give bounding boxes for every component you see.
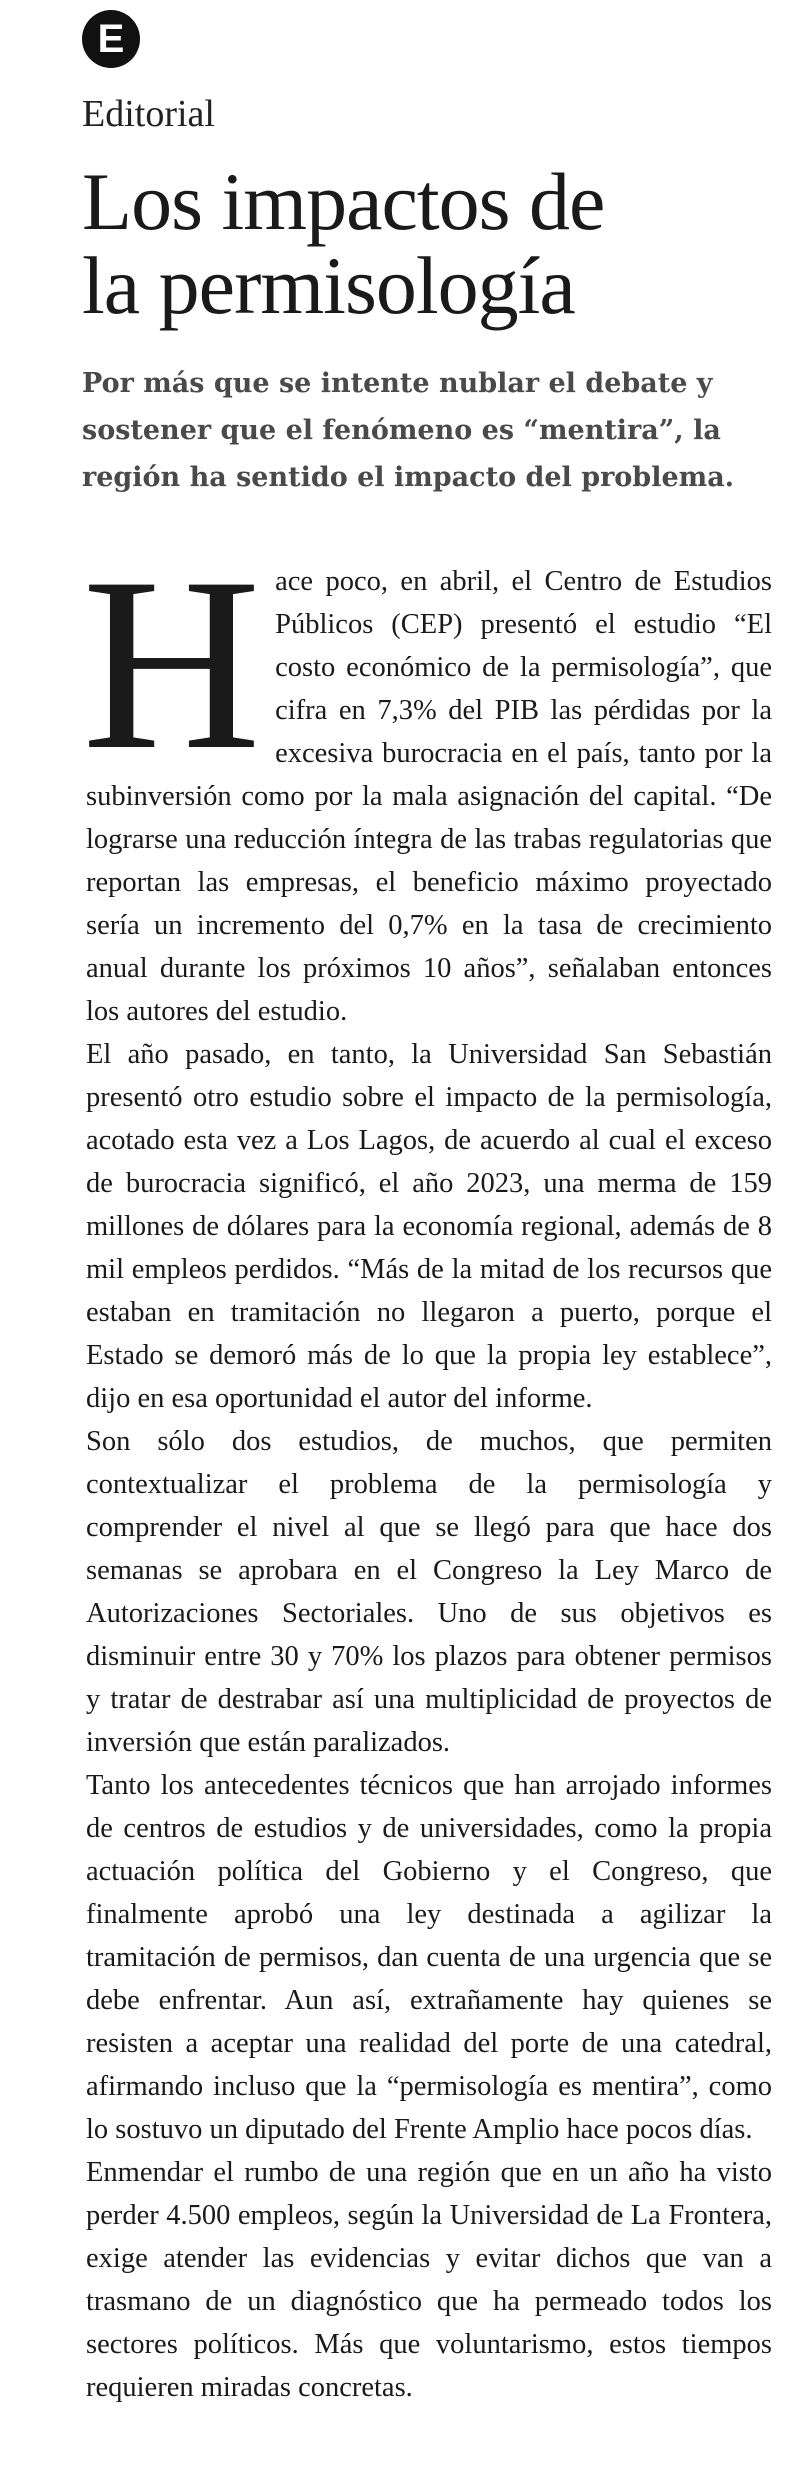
dek-subtitle: Por más que se intente nublar el debate y sostener que el fenómeno es “mentira”, la región ha sentido el impacto del problema. xyxy=(82,368,735,493)
paragraph-5: Enmendar el rumbo de una región que en un año ha visto perder 4.500 empleos, según la Universidad de La Frontera, exige atender las evidencias y evitar dichos que van a trasmano de un diagnóstico que ha permeado todos los sectores políticos. Más que voluntarismo, estos tiempos requieren miradas concretas. xyxy=(86,2157,772,2403)
article-body xyxy=(82,526,772,2409)
section-label: Editorial xyxy=(82,93,215,135)
paragraph-3: Son sólo dos estudios, de muchos, que permiten contextualizar el problema de la permisología y comprender el nivel al que se llegó para que hace dos semanas se aprobara en el Congreso la Ley Marco de Autorizaciones Sectoriales. Uno de sus objetivos es disminuir entre 30 y 70% los plazos para obtener permisos y tratar de destrabar así una multiplicidad de proyectos de inversión que están paralizados. xyxy=(86,1426,772,1758)
headline xyxy=(82,156,772,331)
headline-line-2: la permisología xyxy=(82,240,575,331)
drop-cap: H xyxy=(82,526,262,801)
paragraph-2: El año pasado, en tanto, la Universidad San Sebastián presentó otro estudio sobre el impacto de la permisología, acotado esta vez a Los Lagos, de acuerdo al cual el exceso de burocracia significó, el año 2023, una merma de 159 millones de dólares para la economía regional, además de 8 mil empleos perdidos. “Más de la mitad de los recursos que estaban en tramitación no llegaron a puerto, porque el Estado se demoró más de lo que la propia ley establece”, dijo en esa oportunidad el autor del informe. xyxy=(86,1039,772,1414)
headline-line-1: Los impactos de xyxy=(82,156,605,247)
paragraph-4: Tanto los antecedentes técnicos que han arrojado informes de centros de estudios y de universidades, como la propia actuación política del Gobierno y el Congreso, que finalmente aprobó una ley destinada a agilizar la tramitación de permisos, dan cuenta de una urgencia que se debe enfrentar. Aun así, extrañamente hay quienes se resisten a aceptar una realidad del porte de una catedral, afirmando incluso que la “permisología es mentira”, como lo sostuvo un diputado del Frente Amplio hace pocos días. xyxy=(86,1770,772,2145)
editorial-badge: E xyxy=(82,10,140,68)
paragraph-1: ace poco, en abril, el Centro de Estudios Públicos (CEP) presentó el estudio “El costo económico de la permisología”, que cifra en 7,3% del PIB las pérdidas por la excesiva burocracia en el país, tanto por la subinversión como por la mala asignación del capital. “De lograrse una reducción íntegra de las trabas regulatorias que reportan las empresas, el beneficio máximo proyectado sería un incremento del 0,7% en la tasa de crecimiento anual durante los próximos 10 años”, señalaban entonces los autores del estudio. xyxy=(86,566,772,1027)
